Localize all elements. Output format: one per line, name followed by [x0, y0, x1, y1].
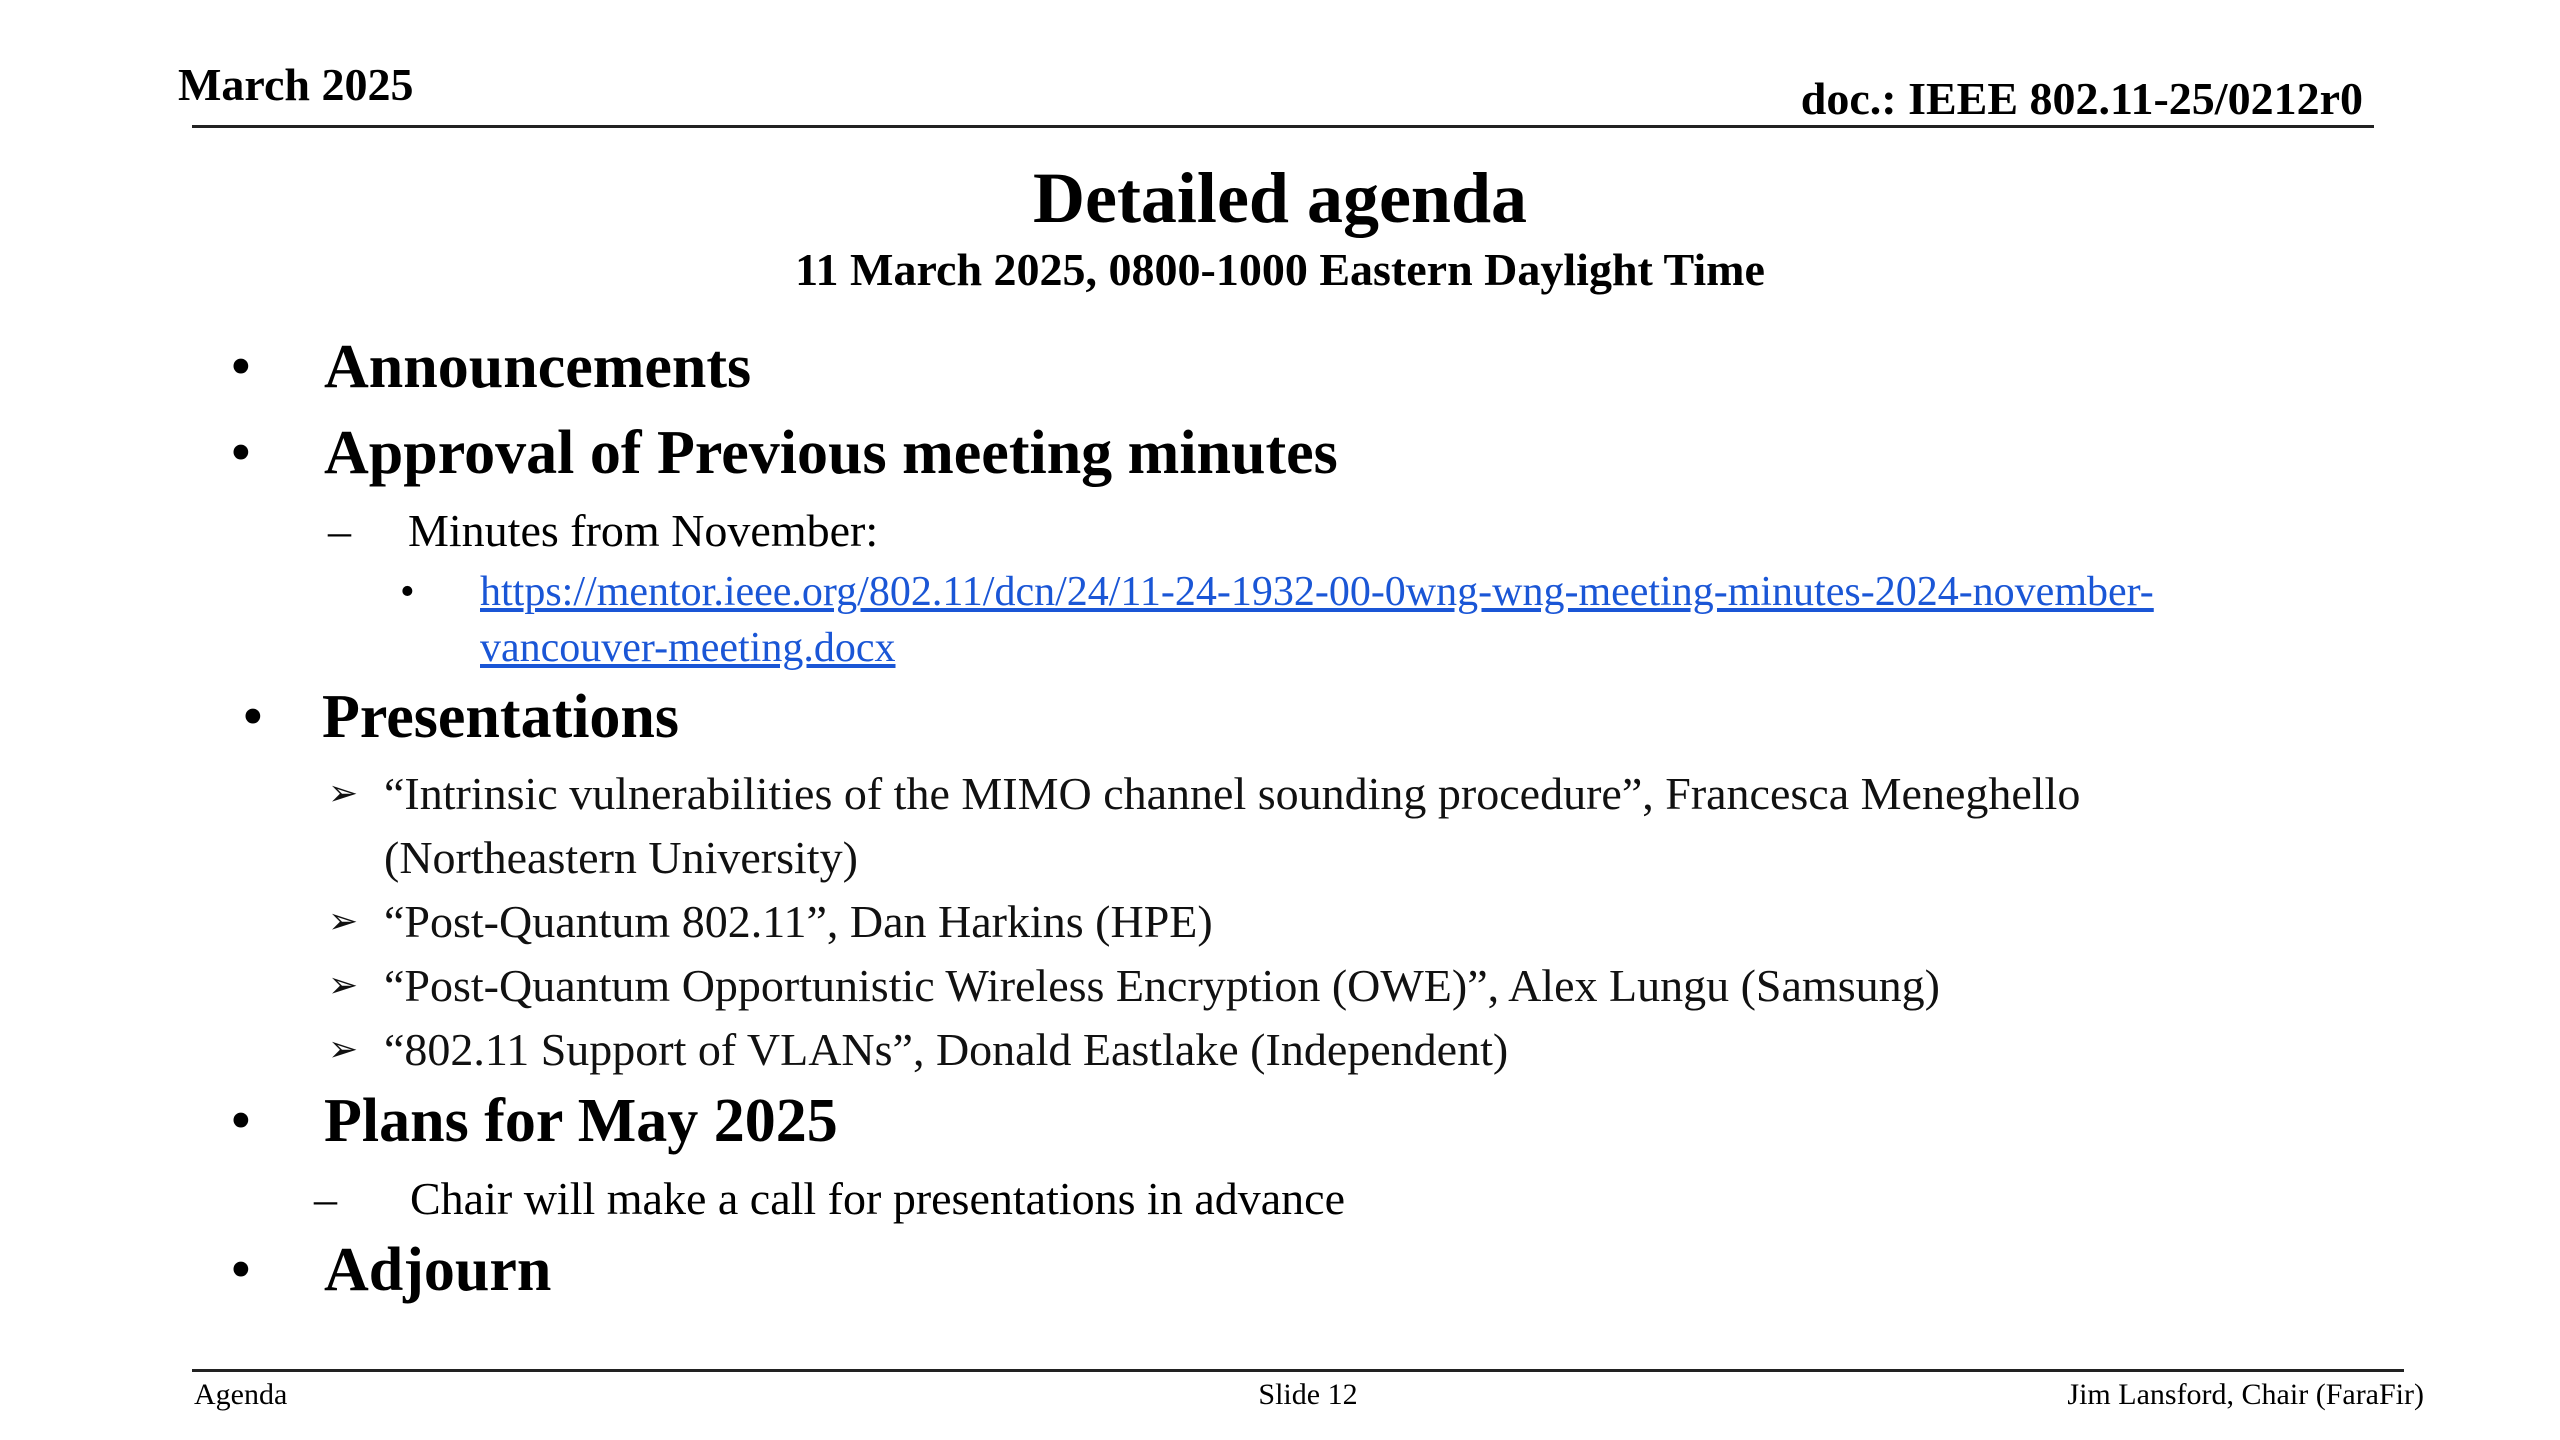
bullet-icon: • — [230, 333, 252, 401]
slide-subtitle: 11 March 2025, 0800-1000 Eastern Daylight Time — [795, 244, 1765, 295]
arrow-bullet-icon: ➢ — [328, 901, 359, 942]
presentation-text: “Post-Quantum Opportunistic Wireless Encryption (OWE)”, Alex Lungu (Samsung) — [384, 960, 1940, 1011]
presentation-text: “Intrinsic vulnerabilities of the MIMO channel sounding procedure”, Francesca Meneghello (Northeastern University) — [384, 768, 2081, 883]
dash-icon: – — [314, 1173, 337, 1224]
arrow-bullet-icon: ➢ — [328, 965, 359, 1006]
slide-title: Detailed agenda — [1033, 158, 1527, 238]
bullet-icon: • — [230, 1236, 252, 1304]
footer-slide-number: Slide 12 — [1258, 1378, 1358, 1411]
agenda-item-label: Announcements — [324, 333, 752, 401]
header-doc-id: doc.: IEEE 802.11-25/0212r0 — [1800, 73, 2363, 124]
header-date: March 2025 — [178, 59, 414, 110]
bullet-icon: • — [230, 1087, 252, 1155]
presentation-text: “802.11 Support of VLANs”, Donald Eastlake (Independent) — [384, 1024, 1509, 1075]
sub-item-label: Chair will make a call for presentations in advance — [410, 1173, 1345, 1224]
bullet-icon: • — [230, 419, 252, 487]
sub-item-label: Minutes from November: — [408, 505, 879, 556]
presentation-text: “Post-Quantum 802.11”, Dan Harkins (HPE) — [384, 896, 1213, 947]
agenda-item-label: Adjourn — [324, 1236, 552, 1304]
footer-divider — [192, 1369, 2404, 1372]
bullet-icon: • — [242, 683, 264, 751]
arrow-bullet-icon: ➢ — [328, 773, 359, 814]
header-divider — [192, 125, 2374, 128]
footer-section-label: Agenda — [194, 1378, 288, 1411]
footer-author: Jim Lansford, Chair (FaraFir) — [2067, 1378, 2424, 1411]
agenda-item-label: Presentations — [322, 683, 680, 751]
minutes-link[interactable]: https://mentor.ieee.org/802.11/dcn/24/11-24-1932-00-0wng-wng-meeting-minutes-2024-november-vancouver-meeting.docx — [480, 569, 2154, 671]
arrow-bullet-icon: ➢ — [328, 1029, 359, 1070]
bullet-icon: • — [400, 569, 415, 615]
dash-icon: – — [328, 505, 351, 556]
agenda-item-label: Plans for May 2025 — [324, 1087, 838, 1155]
agenda-item-label: Approval of Previous meeting minutes — [324, 419, 1338, 487]
